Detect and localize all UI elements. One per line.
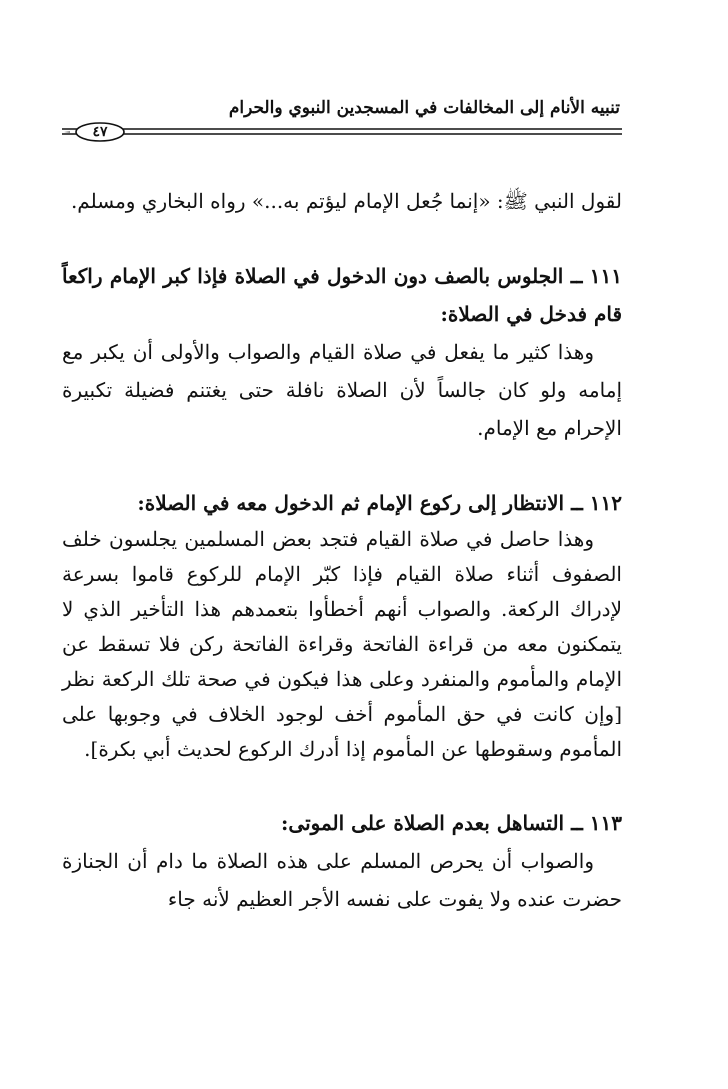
section-112-title: الانتظار إلى ركوع الإمام ثم الدخول معه في الصلاة: <box>137 491 565 515</box>
section-111-number: ١١١ ــ <box>570 264 623 288</box>
section-112-number: ١١٢ ــ <box>571 491 622 515</box>
section-113-heading <box>62 804 622 842</box>
page-body <box>62 182 622 918</box>
header-rule-ornament <box>62 122 622 142</box>
section-111-title: الجلوس بالصف دون الدخول في الصلاة فإذا كبر الإمام راكعاً قام فدخل في الصلاة: <box>62 264 622 326</box>
intro-paragraph: لقول النبي ﷺ: «إنما جُعل الإمام ليؤتم به...» رواه البخاري ومسلم. <box>70 189 622 213</box>
section-113-text: والصواب أن يحرص المسلم على هذه الصلاة ما دام أن الجنازة حضرت عنده ولا يفوت على نفسه الأجر العظيم لأنه جاء <box>62 849 622 911</box>
page-number: ٤٧ <box>92 124 108 140</box>
section-111-heading <box>62 257 622 333</box>
section-112-text: وهذا حاصل في صلاة القيام فتجد بعض المسلمين يجلسون خلف الصفوف أثناء صلاة القيام فإذا كبّر الإمام للركوع قاموا بسرعة لإدراك الركعة. والصواب أنهم أخطأوا بتعمدهم هذا التأخير الذي لا يتمكنون معه من قراءة الفاتحة وقراءة الفاتحة ركن فلا تسقط عن الإمام والمأموم والمنفرد وعلى هذا فيكون في صحة تلك الركعة نظر [وإن كانت في حق المأموم أخف لوجود الخلاف في وجوبها على المأموم وسقوطها عن المأموم إذا أدرك الركوع لحديث أبي بكرة]. <box>62 527 622 761</box>
section-111-text: وهذا كثير ما يفعل في صلاة القيام والصواب والأولى أن يكبر مع إمامه ولو كان جالساً لأن الصلاة نافلة حتى يغتنم فضيلة تكبيرة الإحرام مع الإمام. <box>62 340 622 440</box>
running-title: تنبيه الأنام إلى المخالفات في المسجدين النبوي والحرام <box>228 98 620 118</box>
section-112-heading <box>62 484 622 522</box>
section-113-title: التساهل بعدم الصلاة على الموتى: <box>281 811 565 835</box>
section-113-number: ١١٣ ــ <box>571 811 622 835</box>
